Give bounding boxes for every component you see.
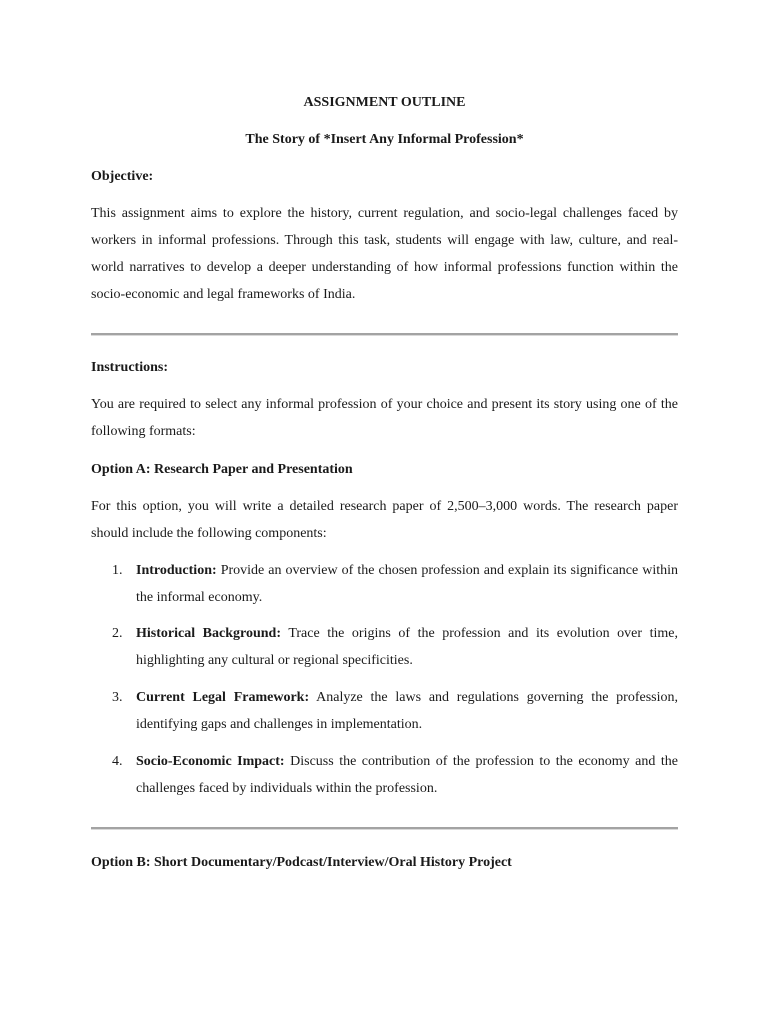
- option-a-heading: Option A: Research Paper and Presentation: [91, 462, 353, 477]
- list-item-body: [136, 557, 678, 611]
- list-item-body: [136, 748, 678, 802]
- objective-paragraph: This assignment aims to explore the history, current regulation, and socio-legal challenges faced by workers in informal professions. Through this task, students will engage with law, culture, and real-world narratives to develop a deeper understanding of how informal professions function within the socio-economic and legal frameworks of India.: [91, 206, 678, 302]
- list-item-label: Historical Background:: [136, 626, 281, 641]
- list-item-number: 2.: [112, 626, 123, 641]
- section-divider: [91, 333, 678, 336]
- list-item-text: Discuss the contribution of the profession to the economy and the challenges faced by individuals within the profession.: [136, 754, 679, 796]
- instructions-paragraph: You are required to select any informal profession of your choice and present its story using one of the following formats:: [91, 397, 678, 439]
- list-item-text: Analyze the laws and regulations governing the profession, identifying gaps and challenges in implementation.: [136, 690, 678, 732]
- list-item-label: Socio-Economic Impact:: [136, 754, 285, 769]
- document-title: ASSIGNMENT OUTLINE: [303, 95, 466, 110]
- option-a-paragraph: For this option, you will write a detailed research paper of 2,500–3,000 words. The research paper should include the following components:: [91, 499, 678, 541]
- list-item-body: [136, 684, 678, 738]
- list-item-number: 1.: [112, 563, 123, 578]
- list-item-body: [136, 620, 678, 674]
- option-b-heading: Option B: Short Documentary/Podcast/Interview/Oral History Project: [91, 855, 512, 870]
- list-item-number: 4.: [112, 754, 123, 769]
- instructions-heading: Instructions:: [91, 360, 169, 375]
- list-item-text: Provide an overview of the chosen profession and explain its significance within the informal economy.: [136, 563, 679, 605]
- objective-heading: Objective:: [91, 169, 154, 184]
- document-subtitle: The Story of *Insert Any Informal Profession*: [245, 132, 524, 147]
- section-divider: [91, 827, 678, 830]
- list-item-label: Introduction:: [136, 563, 217, 578]
- list-item-number: 3.: [112, 690, 123, 705]
- list-item-text: Trace the origins of the profession and its evolution over time, highlighting any cultural or regional specificities.: [136, 626, 679, 668]
- list-item-label: Current Legal Framework:: [136, 690, 310, 705]
